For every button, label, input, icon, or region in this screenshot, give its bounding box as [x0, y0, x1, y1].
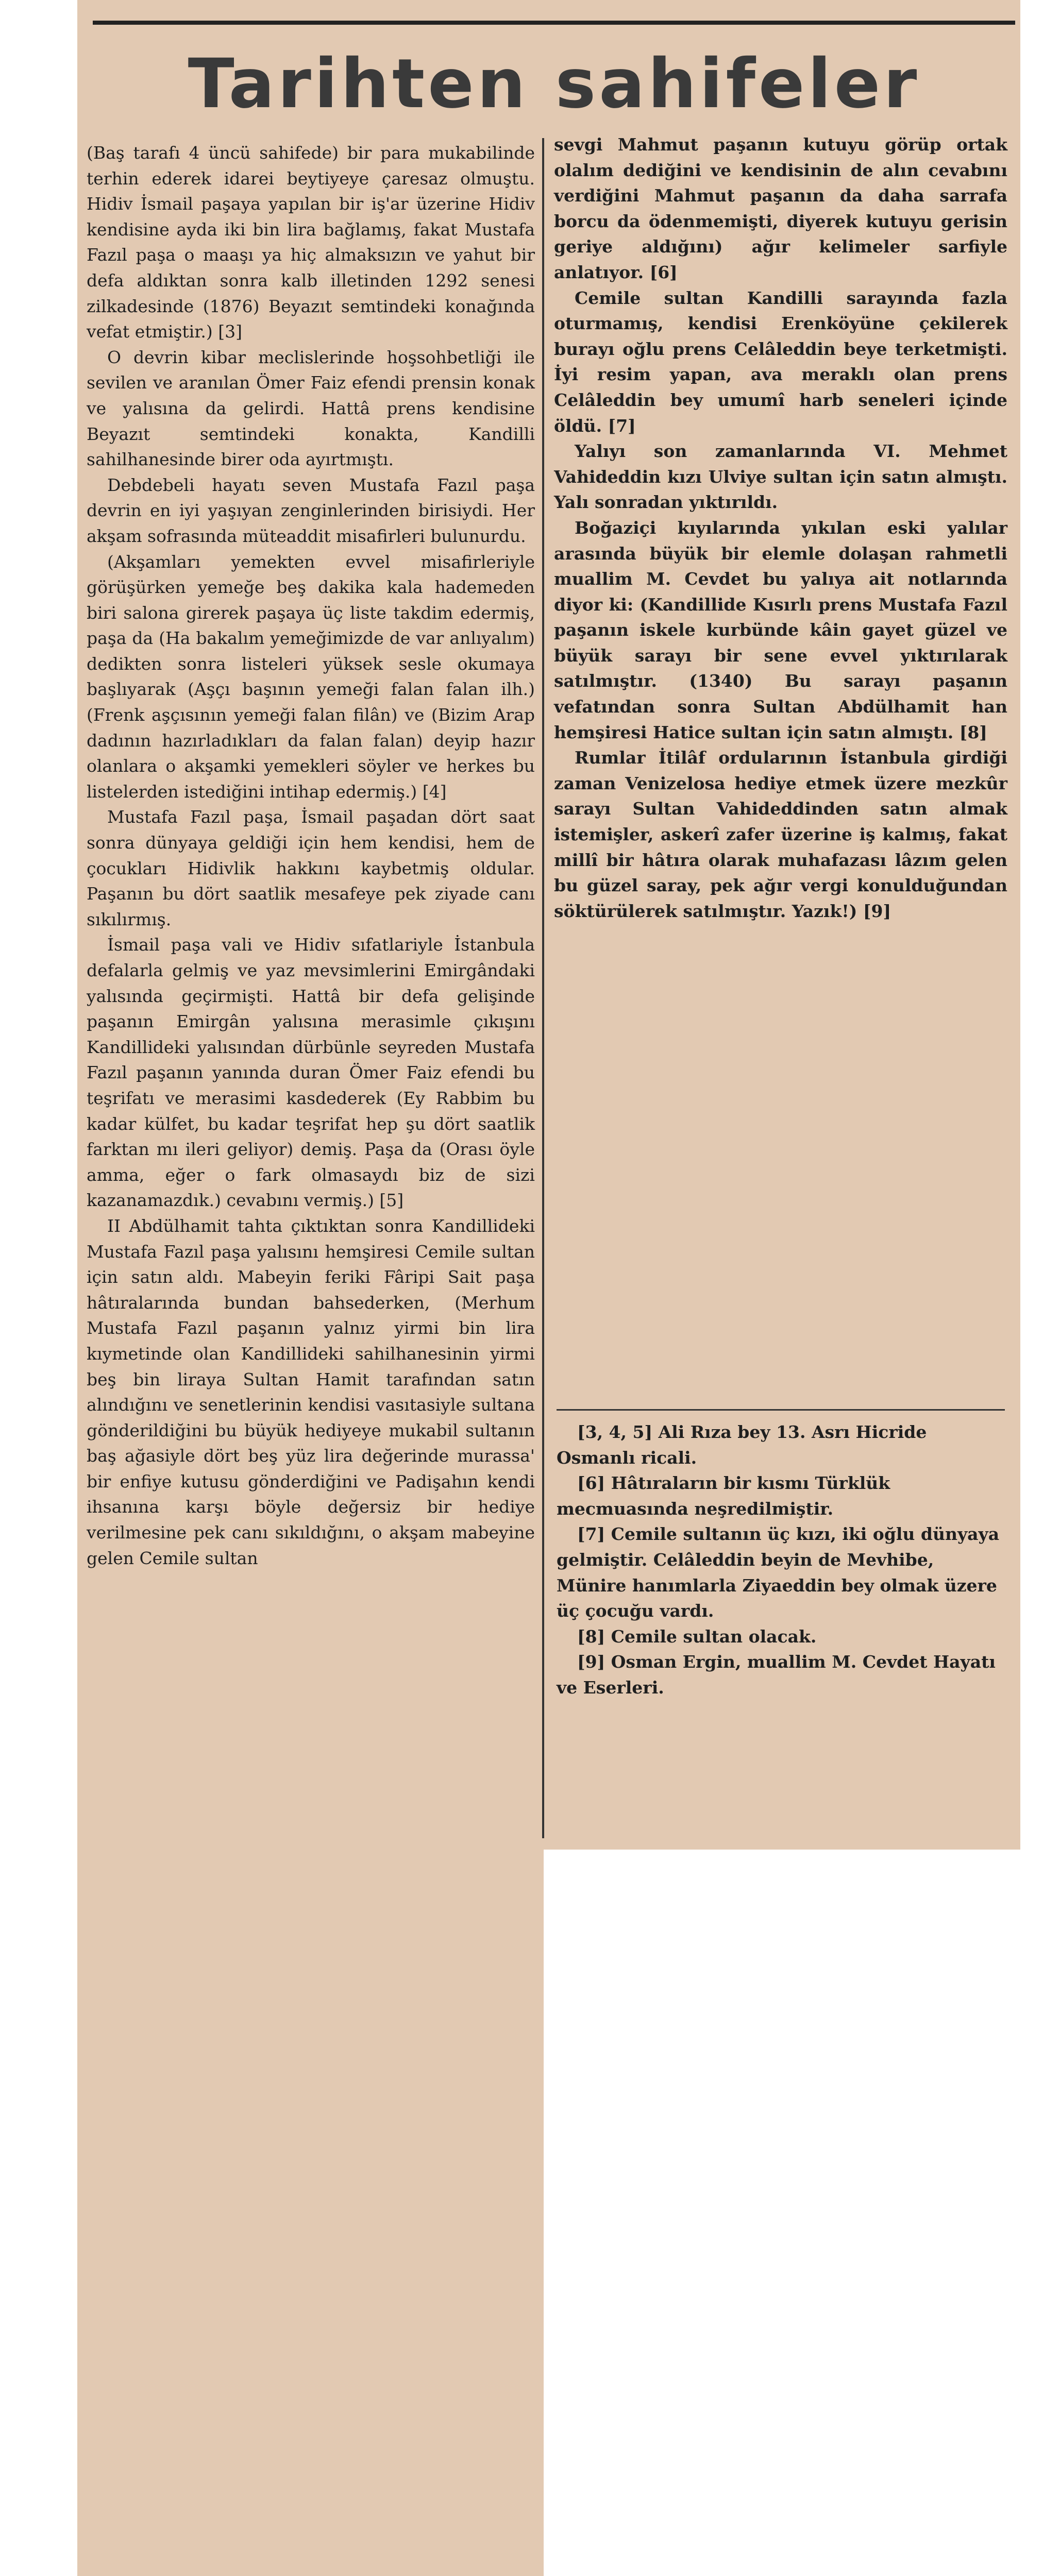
paragraph: (Akşamları yemekten evvel misafirleriyle görüşürken yemeğe beş dakika kala hademeden biri salona girerek paşaya üç liste takdim edermiş, paşa da (Ha bakalım yemeğimizde de var anlıyalım) dedikten sonra listeleri yüksek sesle okumaya başlıyarak (Aşçı başının yemeği falan falan ilh.) (Frenk aşçısının yemeği falan filân) ve (Bizim Arap dadının hazırladıkları da falan falan) deyip hazır olanlara o akşamki yemekleri söyler ve herkes bu listelerden istediğini intihap edermiş.) [4] [87, 551, 535, 802]
footnote: [6] Hâtıraların bir kısmı Türklük mecmuasında neşredilmiştir. [557, 1473, 890, 1519]
footnote: [9] Osman Ergin, muallim M. Cevdet Hayatı ve Eserleri. [557, 1652, 996, 1698]
footnotes [557, 1419, 1005, 1701]
article-title: Tarihten sahifeler [188, 44, 920, 124]
paragraph: II Abdülhamit tahta çıktıktan sonra Kandillideki Mustafa Fazıl paşa yalısını hemşiresi Cemile sultan için satın aldı. Mabeyin feriki Fâripi Sait paşa hâtıralarında bundan bahsederken, (Merhum Mustafa Fazıl paşanın yalnız yirmi bin lira kıymetinde olan Kandillideki sahilhanesinin yirmi beş bin liraya Sultan Hamit tarafından satın alındığını ve senetlerinin kendisi vasıtasiyle sultana gönderildiğini bu büyük hediyeye mukabil sultanın baş ağasiyle dört beş yüz lira değerinde murassa' bir enfiye kutusu gönderdiğini ve Padişahın kendi ihsanına karşı böyle değersiz bir hediye verilmesine pek canı sıkıldığını, o akşam mabeyine gelen Cemile sultan [87, 1215, 535, 1568]
footnote: [7] Cemile sultanın üç kızı, iki oğlu dünyaya gelmiştir. Celâleddin beyin de Mevhibe, Münire hanımlarla Ziyaeddin bey olmak üzere üç çocuğu vardı. [557, 1524, 1000, 1621]
paragraph: Cemile sultan Kandilli sarayında fazla oturmamış, kendisi Erenköyüne çekilerek burayı oğlu prens Celâleddin beye terketmişti. İyi resim yapan, ava meraklı olan prens Celâleddin bey umumî harb seneleri içinde öldü. [7] [554, 287, 1007, 436]
article-column-right [554, 132, 1007, 924]
paragraph: Rumlar İtilâf ordularının İstanbula girdiği zaman Venizelosa hediye etmek üzere mezkûr sarayı Sultan Vahideddinden satın almak istemişler, askerî zafer üzerine iş kalmış, fakat millî bir hâtıra olarak muhafazası lâzım gelen bu güzel saray, pek ağır vergi konulduğundan söktürülerek satılmıştır. Yazık!) [9] [554, 748, 1007, 921]
paragraph: (Baş tarafı 4 üncü sahifede) bir para mukabilinde terhin ederek idarei beytiyeye çaresaz olmuştu. Hidiv İsmail paşaya yapılan bir iş'ar üzerine Hidiv kendisine ayda iki bin lira bağlamış, fakat Mustafa Fazıl paşa o maaşı ya hiç almaksızın ve yahut bir defa aldıktan sonra kalb illetinden 1292 senesi zilkadesinde (1876) Beyazıt semtindeki konağında vefat etmiştir.) [3] [87, 143, 535, 342]
paragraph: Mustafa Fazıl paşa, İsmail paşadan dört saat sonra dünyaya geldiği için hem kendisi, hem de çocukları Hidivlik hakkını kaybetmiş oldular. Paşanın bu dört saatlik mesafeye pek ziyade canı sıkılırmış. [87, 807, 535, 929]
article-column-left [87, 140, 535, 1571]
column-divider [542, 138, 544, 1838]
footnote-divider [557, 1409, 1005, 1411]
paragraph: İsmail paşa vali ve Hidiv sıfatlariyle İstanbula defalarla gelmiş ve yaz mevsimlerini Emirgândaki yalısında geçirmişti. Hattâ bir defa gelişinde paşanın Emirgân yalısına merasimle çıkışını Kandillideki yalısından dürbünle seyreden Mustafa Fazıl paşanın yanında duran Ömer Faiz efendi bu teşrifatı ve merasimi kasdederek (Ey Rabbim bu kadar külfet, bu kadar teşrifat hep şu dört saatlik farktan mı ileri geliyor) demiş. Paşa da (Orası öyle amma, eğer o fark olmasaydı biz de sizi kazanamazdık.) cevabını vermiş.) [5] [87, 935, 535, 1211]
paragraph: sevgi Mahmut paşanın kutuyu görüp ortak olalım dediğini ve kendisinin de alın cevabını verdiğini Mahmut paşanın da daha sarrafa borcu da ödenmemişti, diyerek kutuyu gerisin geriye aldığını) ağır kelimeler sarfiyle anlatıyor. [6] [554, 134, 1007, 282]
paragraph: Debdebeli hayatı seven Mustafa Fazıl paşa devrin en iyi yaşıyan zenginlerinden birisiydi. Her akşam sofrasında müteaddit misafirleri bulunurdu. [87, 474, 535, 546]
footnote: [8] Cemile sultan olacak. [577, 1626, 817, 1647]
paragraph: Yalıyı son zamanlarında VI. Mehmet Vahideddin kızı Ulviye sultan için satın almıştı. Yalı sonradan yıktırıldı. [554, 441, 1007, 513]
clipping-lower-paper [77, 1850, 544, 2576]
paragraph: Boğaziçi kıyılarında yıkılan eski yalılar arasında büyük bir elemle dolaşan rahmetli muallim M. Cevdet bu yalıya ait notlarında diyor ki: (Kandillide Kısırlı prens Mustafa Fazıl paşanın iskele kurbünde kâin gayet güzel ve büyük sarayı bir sene evvel yıktırılarak satılmıştır. (1340) Bu sarayı paşanın vefatından sonra Sultan Abdülhamit han hemşiresi Hatice sultan için satın almıştı. [8] [554, 517, 1007, 742]
header-rule [93, 21, 1015, 25]
paragraph: O devrin kibar meclislerinde hoşsohbetliği ile sevilen ve aranılan Ömer Faiz efendi prensin konak ve yalısına da gelirdi. Hattâ prens kendisine Beyazıt semtindeki konakta, Kandilli sahilhanesinde birer oda ayırtmıştı. [87, 347, 535, 470]
footnote: [3, 4, 5] Ali Rıza bey 13. Asrı Hicride Osmanlı ricali. [557, 1422, 927, 1468]
